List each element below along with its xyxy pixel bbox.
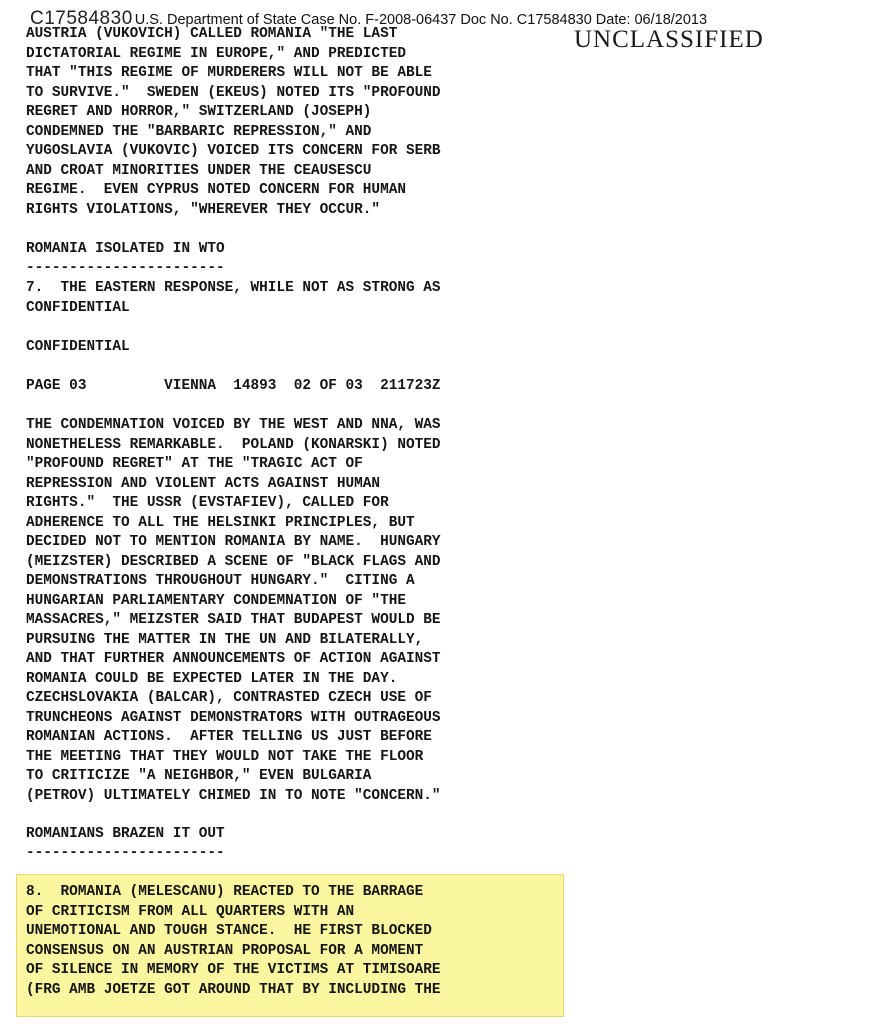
text-line: THE MEETING THAT THEY WOULD NOT TAKE THE FLOOR [26,748,424,765]
text-line: DICTATORIAL REGIME IN EUROPE," AND PREDICTED [26,45,406,62]
text-line: OF SILENCE IN MEMORY OF THE VICTIMS AT TIMISOARE [26,962,441,978]
text-line: (MEIZSTER) DESCRIBED A SCENE OF "BLACK FLAGS AND [26,553,441,570]
text-line: THE CONDEMNATION VOICED BY THE WEST AND NNA, WAS [26,417,441,433]
paragraph-western-responses [26,25,441,220]
text-line: AUSTRIA (VUKOVICH) CALLED ROMANIA "THE LAST [26,26,398,42]
text-line: 8. ROMANIA (MELESCANU) REACTED TO THE BARRAGE [26,884,424,900]
text-line: DEMONSTRATIONS THROUGHOUT HUNGARY." CITING A [26,573,415,589]
text-line: REPRESSION AND VIOLENT ACTS AGAINST HUMAN [26,475,381,492]
text-line: PURSUING THE MATTER IN THE UN AND BILATERALLY, [26,631,424,648]
text-line: NONETHELESS REMARKABLE. POLAND (KONARSKI) NOTED [26,436,441,453]
text-line: CONDEMNED THE "BARBARIC REPRESSION," AND [26,123,372,140]
text-line: REGRET AND HORROR," SWITZERLAND (JOSEPH) [26,104,372,120]
text-line: RIGHTS VIOLATIONS, "WHEREVER THEY OCCUR." [26,201,381,218]
doc-number-stamp: C17584830 [30,8,133,29]
heading-underline: ----------------------- [26,260,225,276]
text-line: TRUNCHEONS AGAINST DEMONSTRATORS WITH OUTRAGEOUS [26,709,441,726]
paragraph-8-highlighted [26,883,441,1000]
text-line: TO SURVIVE." SWEDEN (EKEUS) NOTED ITS "PROFOUND [26,84,441,101]
paragraph-7-continued [26,416,441,806]
text-line: AND THAT FURTHER ANNOUNCEMENTS OF ACTION AGAINST [26,651,441,667]
text-line: HUNGARIAN PARLIAMENTARY CONDEMNATION OF "THE [26,592,406,609]
text-line: TO CRITICIZE "A NEIGHBOR," EVEN BULGARIA [26,768,372,784]
cable-page-line: PAGE 03 VIENNA 14893 02 OF 03 211723Z [26,378,441,394]
paragraph-7-start [26,279,441,318]
text-line: 7. THE EASTERN RESPONSE, WHILE NOT AS STRONG AS [26,280,441,296]
text-line: YUGOSLAVIA (VUKOVIC) VOICED ITS CONCERN FOR SERB [26,143,441,159]
text-line: ADHERENCE TO ALL THE HELSINKI PRINCIPLES, BUT [26,514,415,531]
text-line: AND CROAT MINORITIES UNDER THE CEAUSESCU [26,162,372,179]
text-line: ROMANIA COULD BE EXPECTED LATER IN THE DAY. [26,670,398,687]
text-line: CZECHSLOVAKIA (BALCAR), CONTRASTED CZECH USE OF [26,690,432,706]
text-line: OF CRITICISM FROM ALL QUARTERS WITH AN [26,903,355,920]
text-line: DECIDED NOT TO MENTION ROMANIA BY NAME. HUNGARY [26,534,441,550]
text-line: RIGHTS." THE USSR (EVSTAFIEV), CALLED FOR [26,495,389,511]
heading-underline: ----------------------- [26,845,225,861]
text-line: CONSENSUS ON AN AUSTRIAN PROPOSAL FOR A MOMENT [26,942,424,959]
text-line: (FRG AMB JOETZE GOT AROUND THAT BY INCLUDING THE [26,981,441,998]
classification-stamp: UNCLASSIFIED [574,26,764,53]
text-line: REGIME. EVEN CYPRUS NOTED CONCERN FOR HUMAN [26,182,406,198]
text-line: "PROFOUND REGRET" AT THE "TRAGIC ACT OF [26,456,363,472]
text-line: CONFIDENTIAL [26,299,130,316]
section-heading-romanians-brazen: ROMANIANS BRAZEN IT OUT [26,826,225,842]
text-line: (PETROV) ULTIMATELY CHIMED IN TO NOTE "CONCERN." [26,787,441,804]
section-heading-romania-isolated: ROMANIA ISOLATED IN WTO [26,241,225,257]
text-line: MASSACRES," MEIZSTER SAID THAT BUDAPEST WOULD BE [26,612,441,628]
header-meta-line: U.S. Department of State Case No. F-2008-06437 Doc No. C17584830 Date: 06/18/2013 [134,12,708,28]
text-line: ROMANIAN ACTIONS. AFTER TELLING US JUST BEFORE [26,729,432,745]
text-line: UNEMOTIONAL AND TOUGH STANCE. HE FIRST BLOCKED [26,923,432,939]
classification-marking: CONFIDENTIAL [26,339,130,355]
text-line: THAT "THIS REGIME OF MURDERERS WILL NOT BE ABLE [26,65,432,81]
